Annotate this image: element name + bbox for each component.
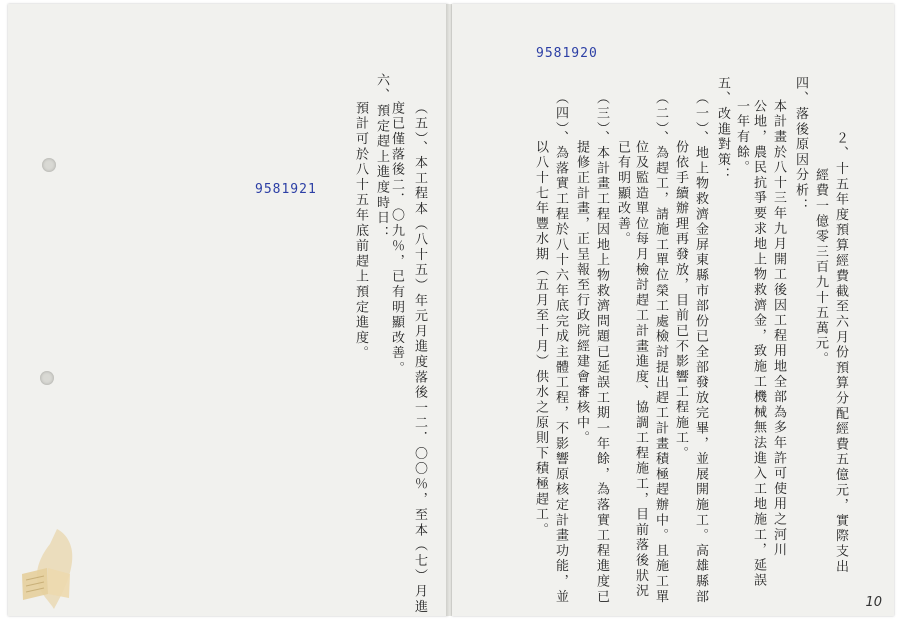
text-column: 四、落後原因分析：: [793, 76, 808, 214]
text-column: ２、十五年度預算經費截至六月份預算分配經費五億元，實際支出: [833, 131, 848, 575]
text-column: 公地，農民抗爭要求地上物救濟金，致施工機械無法進入工地施工，延誤: [751, 99, 766, 589]
text-column: （二）、為趕工，請施工單位榮工處檢討提出趕工計畫積極趕辦中。且施工單: [653, 91, 668, 605]
left-page: [8, 4, 448, 616]
text-column: 五、改進對策：: [715, 76, 730, 184]
text-column: 位及監造單位每月檢討趕工計畫進度、協調工程施工，目前落後狀況: [633, 140, 648, 599]
text-column: 本計畫於八十三年九月開工後因工程用地全部為多年許可使用之河川: [771, 99, 786, 558]
archive-logo-icon: [12, 524, 82, 614]
serial-stamp-right: 9581920: [536, 46, 598, 61]
punch-hole-icon: [40, 371, 54, 385]
text-column: 提修正計畫，正呈報至行政院經建會審核中。: [574, 140, 589, 446]
text-column: 以八十七年豐水期（五月至十月）供水之原則下積極趕工。: [533, 140, 548, 538]
page-number: 10: [865, 595, 882, 610]
text-column: （五）、本工程本（八十五）年元月進度落後一二．〇〇％，至本（七）月進: [412, 101, 427, 615]
text-column: 預計可於八十五年底前趕上預定進度。: [353, 101, 368, 362]
serial-stamp-left: 9581921: [255, 182, 317, 197]
text-column: （三）、本計畫工程因地上物救濟問題已延誤工期一年餘，為落實工程進度已: [594, 91, 609, 605]
text-column: 已有明顯改善。: [615, 140, 630, 248]
text-column: 份依手續辦理再發放，目前已不影響工程施工。: [673, 140, 688, 462]
text-column: 一年有餘。: [734, 99, 749, 176]
text-column: 度已僅落後二．〇九％，已有明顯改善。: [389, 101, 404, 377]
text-column: （四）、為落實工程於八十六年底完成主體工程，不影響原核定計畫功能，並: [553, 91, 568, 605]
text-column: 經費一億零三百九十五萬元。: [813, 168, 828, 367]
text-column: 六、預定趕上進度時日：: [374, 73, 389, 242]
right-page: [452, 4, 894, 616]
text-column: （一）、地上物救濟金屏東縣市部份已全部發放完畢，並展開施工。高雄縣部: [693, 91, 708, 605]
punch-hole-icon: [42, 158, 56, 172]
